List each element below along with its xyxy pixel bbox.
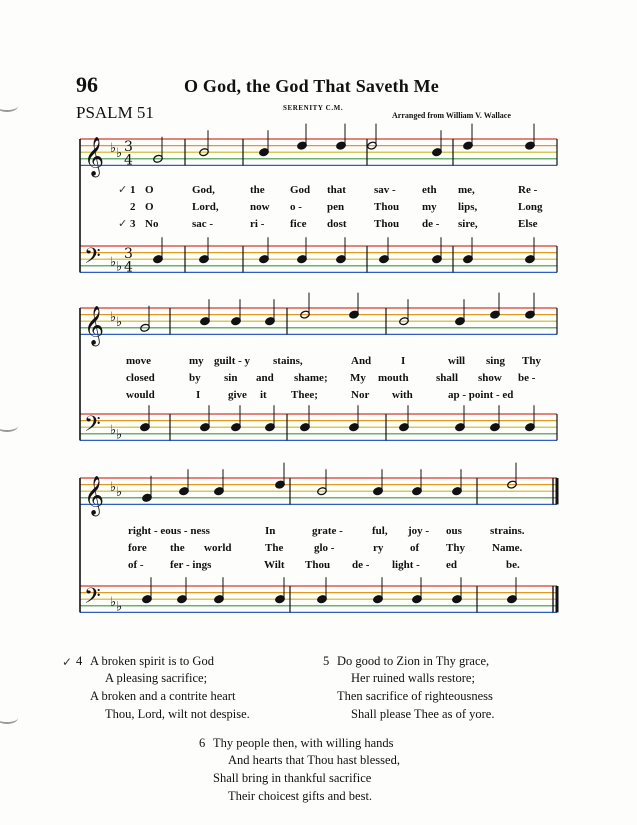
lyric-syllable: me, [458, 184, 475, 196]
lyric-syllable: now [250, 201, 270, 213]
lyric-syllable: pen [327, 201, 345, 213]
flat-sign-icon: ♭ [116, 484, 123, 500]
stanza-line: A broken spirit is to God [90, 654, 214, 668]
lyric-syllable: And [351, 355, 372, 367]
hymn-title: O God, the God That Saveth Me [184, 76, 439, 96]
lyric-syllable: with [392, 389, 413, 401]
lyric-syllable: and [256, 372, 274, 384]
check-mark-icon: ✓ [118, 218, 128, 230]
lyric-syllable: move [126, 355, 152, 367]
lyric-syllable: sire, [458, 218, 478, 230]
lyric-syllable: shame; [294, 372, 328, 384]
lyric-syllable: my [422, 201, 437, 213]
stanza-line: Her ruined walls restore; [351, 671, 475, 685]
flat-sign-icon: ♭ [110, 254, 117, 270]
lyric-syllable: Thy [446, 542, 465, 554]
lyric-syllable: Thou [305, 559, 331, 571]
binder-hole [0, 712, 18, 724]
lyric-syllable: lips, [458, 201, 478, 213]
treble-clef-icon: 𝄞 [84, 305, 105, 346]
lyric-syllable: glo - [314, 542, 335, 554]
lyric-syllable: by [189, 372, 201, 384]
stanza-number: 4 [76, 654, 83, 668]
flat-sign-icon: ♭ [110, 141, 117, 157]
flat-sign-icon: ♭ [110, 594, 117, 610]
lyric-syllable: ry [373, 542, 384, 554]
arranger-credit: Arranged from William V. Wallace [392, 111, 511, 120]
lyric-syllable: show [478, 372, 502, 384]
stanza-line: Shall please Thee as of yore. [351, 707, 495, 721]
flat-sign-icon: ♭ [116, 599, 123, 615]
lyric-syllable: de - [422, 218, 440, 230]
lyric-syllable: o - [290, 201, 302, 213]
stanza-line: Shall bring in thankful sacrifice [213, 771, 372, 785]
lyric-syllable: strains. [490, 525, 525, 537]
lyric-syllable: ous [446, 525, 462, 537]
lyric-syllable: be. [506, 559, 520, 571]
flat-sign-icon: ♭ [110, 422, 117, 438]
lyric-syllable: that [327, 184, 346, 196]
lyric-syllable: Lord, [192, 201, 219, 213]
lyric-syllable: fice [290, 218, 307, 230]
lyric-syllable: Thou [374, 218, 400, 230]
lyric-syllable: ful, [372, 525, 388, 537]
lyric-syllable: of - [128, 559, 144, 571]
lyric-syllable: mouth [378, 372, 409, 384]
lyric-syllable: No [145, 218, 159, 230]
lyric-syllable: grate - [312, 525, 343, 537]
stanza-line: Then sacrifice of righteousness [337, 689, 493, 703]
stanza-number: 5 [323, 654, 330, 668]
lyric-syllable: O [145, 184, 154, 196]
lyric-syllable: Re - [518, 184, 538, 196]
verse-number: 3 [130, 218, 136, 230]
lyric-syllable: Thee; [291, 389, 318, 401]
psalm-reference: PSALM 51 [76, 103, 154, 122]
lyric-syllable: sav - [374, 184, 396, 196]
lyric-syllable: of [410, 542, 420, 554]
bass-clef-icon: 𝄢 [84, 583, 101, 614]
lyric-syllable: closed [126, 372, 155, 384]
lyric-syllable: eth [422, 184, 437, 196]
lyric-syllable: sing [486, 355, 505, 367]
lyric-syllable: God [290, 184, 311, 196]
lyric-syllable: ap - point - ed [448, 389, 514, 401]
stanza-line: Do good to Zion in Thy grace, [337, 654, 490, 668]
flat-sign-icon: ♭ [116, 145, 123, 161]
flat-sign-icon: ♭ [116, 314, 123, 330]
lyric-syllable: ri - [250, 218, 265, 230]
lyric-syllable: sin [224, 372, 238, 384]
stanza-number: 6 [199, 736, 206, 750]
lyric-syllable: fer - ings [170, 559, 212, 571]
stanza-line: Thy people then, with willing hands [213, 736, 394, 750]
stanza-line: Thou, Lord, wilt not despise. [105, 707, 250, 721]
flat-sign-icon: ♭ [116, 259, 123, 275]
lyric-syllable: My [350, 372, 366, 384]
lyric-syllable: guilt - y [214, 355, 251, 367]
flat-sign-icon: ♭ [110, 310, 117, 326]
check-mark-icon: ✓ [62, 655, 73, 669]
verse-number: 2 [130, 201, 136, 213]
lyric-syllable: God, [192, 184, 215, 196]
stanza-line: And hearts that Thou hast blessed, [228, 753, 400, 767]
lyric-syllable: I [196, 389, 201, 401]
lyric-syllable: the [170, 542, 185, 554]
hymn-number: 96 [76, 72, 98, 97]
lyric-syllable: it [260, 389, 267, 401]
lyric-syllable: world [204, 542, 232, 554]
time-signature: 3 [124, 246, 133, 263]
lyric-syllable: Thy [522, 355, 541, 367]
lyric-syllable: Long [518, 201, 543, 213]
lyric-syllable: would [126, 389, 155, 401]
lyric-syllable: sac - [192, 218, 214, 230]
lyric-syllable: my [189, 355, 204, 367]
lyric-syllable: The [265, 542, 284, 554]
lyric-syllable: light - [392, 559, 420, 571]
time-signature: 3 [124, 139, 133, 156]
flat-sign-icon: ♭ [110, 480, 117, 496]
lyric-syllable: joy - [408, 525, 430, 537]
bass-clef-icon: 𝄢 [84, 243, 101, 274]
lyric-syllable: fore [128, 542, 147, 554]
bass-clef-icon: 𝄢 [84, 411, 101, 442]
lyric-syllable: Thou [374, 201, 400, 213]
time-signature: 4 [124, 152, 133, 169]
treble-clef-icon: 𝄞 [84, 136, 105, 177]
lyric-syllable: In [265, 525, 276, 537]
lyric-syllable: be - [518, 372, 536, 384]
flat-sign-icon: ♭ [116, 427, 123, 443]
stanza-line: A pleasing sacrifice; [105, 671, 208, 685]
stanza-line: Their choicest gifts and best. [228, 789, 373, 803]
lyric-syllable: right - eous - ness [128, 525, 210, 537]
lyric-syllable: will [448, 355, 466, 367]
lyric-syllable: stains, [273, 355, 303, 367]
lyric-syllable: give [228, 389, 247, 401]
lyric-syllable: Nor [351, 389, 370, 401]
lyric-syllable: ed [446, 559, 457, 571]
time-signature: 4 [124, 259, 133, 276]
lyric-syllable: Name. [492, 542, 523, 554]
check-mark-icon: ✓ [118, 184, 128, 196]
lyric-syllable: Wilt [264, 559, 285, 571]
lyric-syllable: de - [352, 559, 370, 571]
tune-name: SERENITY C.M. [283, 104, 344, 112]
lyric-syllable: Else [518, 218, 538, 230]
stanza-line: A broken and a contrite heart [90, 689, 236, 703]
lyric-syllable: dost [327, 218, 347, 230]
lyric-syllable: the [250, 184, 265, 196]
lyric-syllable: O [145, 201, 154, 213]
verse-number: 1 [130, 184, 136, 196]
lyric-syllable: I [401, 355, 406, 367]
treble-clef-icon: 𝄞 [84, 475, 105, 516]
lyric-syllable: shall [436, 372, 459, 384]
